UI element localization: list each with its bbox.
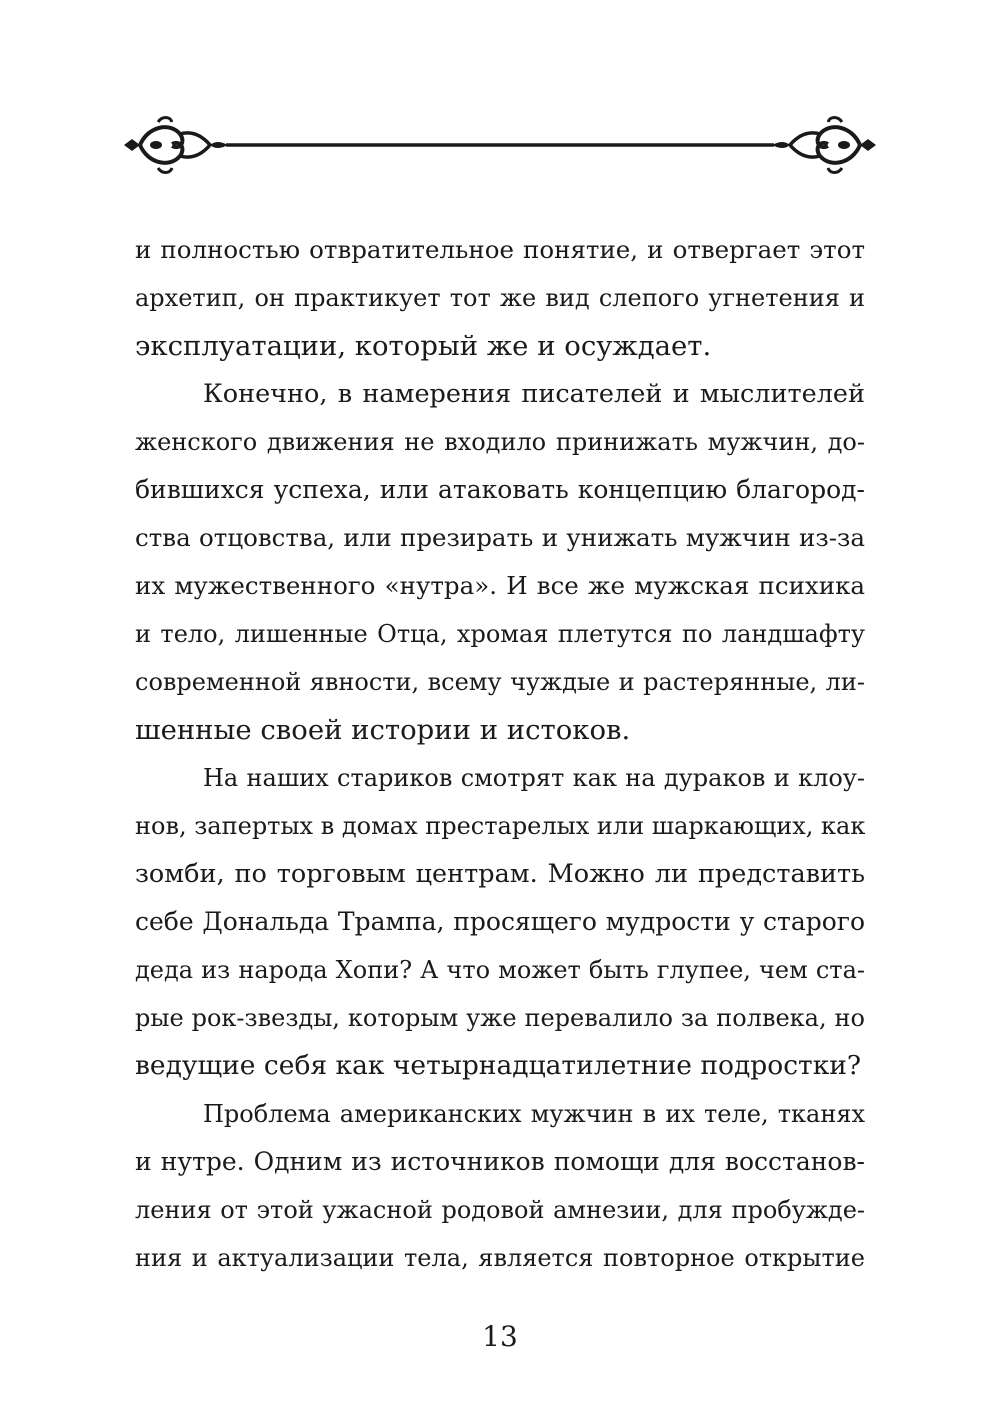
text-line: эксплуатации, который же и осуждает. (135, 330, 712, 362)
text-line: зомби, по торговым центрам. Можно ли представить (135, 859, 865, 889)
text-line: и нутре. Одним из источников помощи для восстанов- (135, 1147, 865, 1176)
text-line: Проблема американских мужчин в их теле, тканях (203, 1100, 865, 1128)
text-line: себе Дональда Трампа, просящего мудрости у старого (135, 907, 865, 936)
left-scroll-ornament-icon (124, 118, 228, 173)
text-line: бившихся успеха, или атаковать концепцию благород- (135, 475, 865, 504)
text-line: деда из народа Хопи? А что может быть глупее, чем ста- (135, 956, 865, 984)
header-ornament (118, 112, 882, 178)
text-line: современной явности, всему чуждые и растерянные, ли- (135, 668, 865, 696)
text-line: ведущие себя как четырнадцатилетние подростки? (135, 1050, 862, 1081)
text-line: рые рок-звезды, которым уже перевалило за полвека, но (135, 1004, 865, 1032)
text-line: женского движения не входило принижать мужчин, до- (135, 428, 865, 456)
text-line: и полностью отвратительное понятие, и отвергает этот (135, 235, 865, 264)
text-line: ления от этой ужасной родовой амнезии, для пробужде- (135, 1196, 865, 1224)
text-line: На наших стариков смотрят как на дураков и клоу- (203, 764, 865, 792)
text-line: нов, запертых в домах престарелых или шаркающих, как (135, 812, 866, 840)
text-line: и тело, лишенные Отца, хромая плетутся по ландшафту (135, 620, 865, 648)
text-line: архетип, он практикует тот же вид слепого угнетения и (135, 284, 865, 312)
page-number: 13 (482, 1320, 518, 1353)
text-line: ния и актуализации тела, является повторное открытие (135, 1244, 865, 1272)
text-line: ства отцовства, или презирать и унижать мужчин из-за (135, 523, 865, 552)
text-line: их мужественного «нутра». И все же мужская психика (135, 571, 865, 600)
body-text (135, 226, 865, 1282)
text-line: Конечно, в намерения писателей и мыслителей (203, 379, 865, 409)
text-line: шенные своей истории и истоков. (135, 714, 631, 746)
right-scroll-ornament-icon (772, 118, 876, 173)
